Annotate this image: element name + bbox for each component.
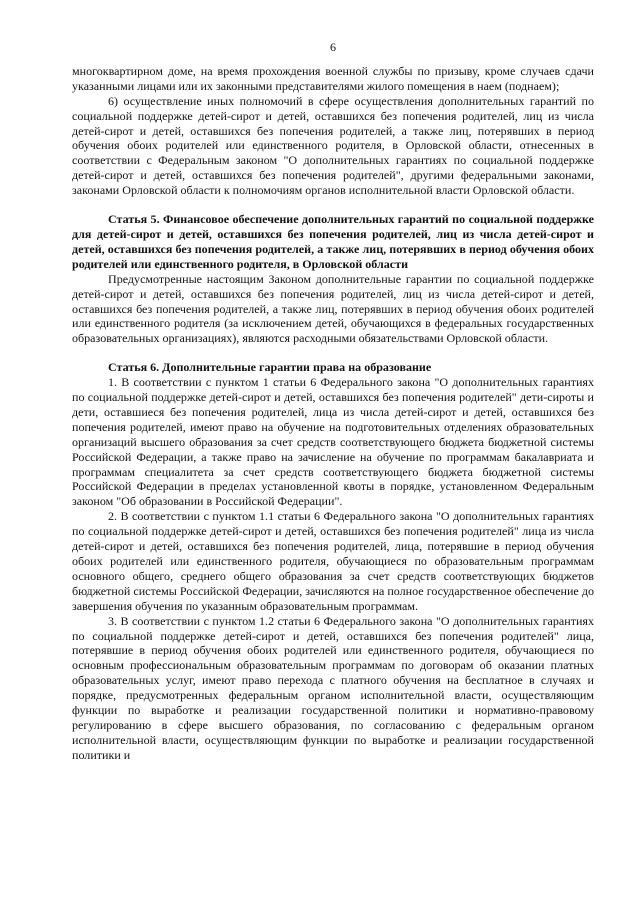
article-5-text: Предусмотренные настоящим Законом дополнительные гарантии по социальной поддержке детей-сирот и детей, оставшихся без попечения родителей, лиц из числа детей-сирот и детей, оставшихся без попечения родителей, а также лиц, потерявших в период обучения обоих родителей или единственного родителя (за исключением детей, обучающихся в федеральных государственных образовательных организациях), являются расходными обязательствами Орловской области. xyxy=(72,271,594,346)
article-6-paragraph-3: 3. В соответствии с пунктом 1.2 статьи 6 Федерального закона "О дополнительных гарантиях по социальной поддержке детей-сирот и детей, оставшихся без попечения родителей" лица, потерявшие в период обучения обоих родителей или единственного родителя, обучающиеся по основным профессиональным образовательным программам по договорам об оказании платных образовательных услуг, имеют право перехода с платного обучения на бесплатное в случаях и порядке, предусмотренных федеральным органом исполнительной власти, осуществляющим функции по выработке и реализации государственной политики и нормативно-правовому регулированию в сфере высшего образования, по согласованию с федеральным органом исполнительной власти, осуществляющим функции по выработке и реализации государственной политики и xyxy=(72,613,594,762)
article-6-paragraph-1: 1. В соответствии с пунктом 1 статьи 6 Федерального закона "О дополнительных гарантиях по социальной поддержке детей-сирот и детей, оставшихся без попечения родителей" дети-сироты и дети, оставшиеся без попечения родителей, лица из числа детей-сирот и детей, оставшихся без попечения родителей, имеют право на обучение на подготовительных отделениях образовательных организаций высшего образования за счет средств соответствующего бюджета бюджетной системы Российской Федерации, а также право на зачисление на обучение по программам бакалавриата и программам специалитета за счет средств соответствующего бюджета бюджетной системы Российской Федерации в пределах установленной квоты в порядке, установленном Федеральным законом "Об образовании в Российской Федерации". xyxy=(72,375,594,509)
paragraph-continuation: многоквартирном доме, на время прохождения военной службы по призыву, кроме случаев сдачи указанными лицами или их законными представителями жилого помещения в наем (поднаем); xyxy=(72,63,594,93)
article-5-heading: Статья 5. Финансовое обеспечение дополнительных гарантий по социальной поддержке для детей-сирот и детей, оставшихся без попечения родителей, лиц из числа детей-сирот и детей, оставшихся без попечения родителей, а также лиц, потерявших в период обучения обоих родителей или единственного родителя, в Орловской области xyxy=(72,212,594,271)
article-6-paragraph-2: 2. В соответствии с пунктом 1.1 статьи 6 Федерального закона "О дополнительных гарантиях по социальной поддержке детей-сирот и детей, оставшихся без попечения родителей" лица из числа детей-сирот и детей, оставшихся без попечения родителей, лица, потерявшие в период обучения обоих родителей или единственного родителя, обучающиеся по образовательным программам основного общего, среднего общего образования за счет средств соответствующих бюджетов бюджетной системы Российской Федерации, зачисляются на полное государственное обеспечение до завершения обучения по указанным образовательным программам. xyxy=(72,509,594,613)
article-6-heading: Статья 6. Дополнительные гарантии права на образование xyxy=(108,360,432,375)
page-number: 6 xyxy=(329,40,337,54)
paragraph-item-6: 6) осуществление иных полномочий в сфере осуществления дополнительных гарантий по социальной поддержке детей-сирот и детей, оставшихся без попечения родителей, лиц из числа детей-сирот и детей, оставшихся без попечения родителей, а также лиц, потерявших в период обучения обоих родителей или единственного родителя, в Орловской области, отнесенных в соответствии с Федеральным законом "О дополнительных гарантиях по социальной поддержке детей-сирот и детей, оставшихся без попечения родителей", другими федеральными законами, законами Орловской области к полномочиям органов исполнительной власти Орловской области. xyxy=(72,93,594,198)
